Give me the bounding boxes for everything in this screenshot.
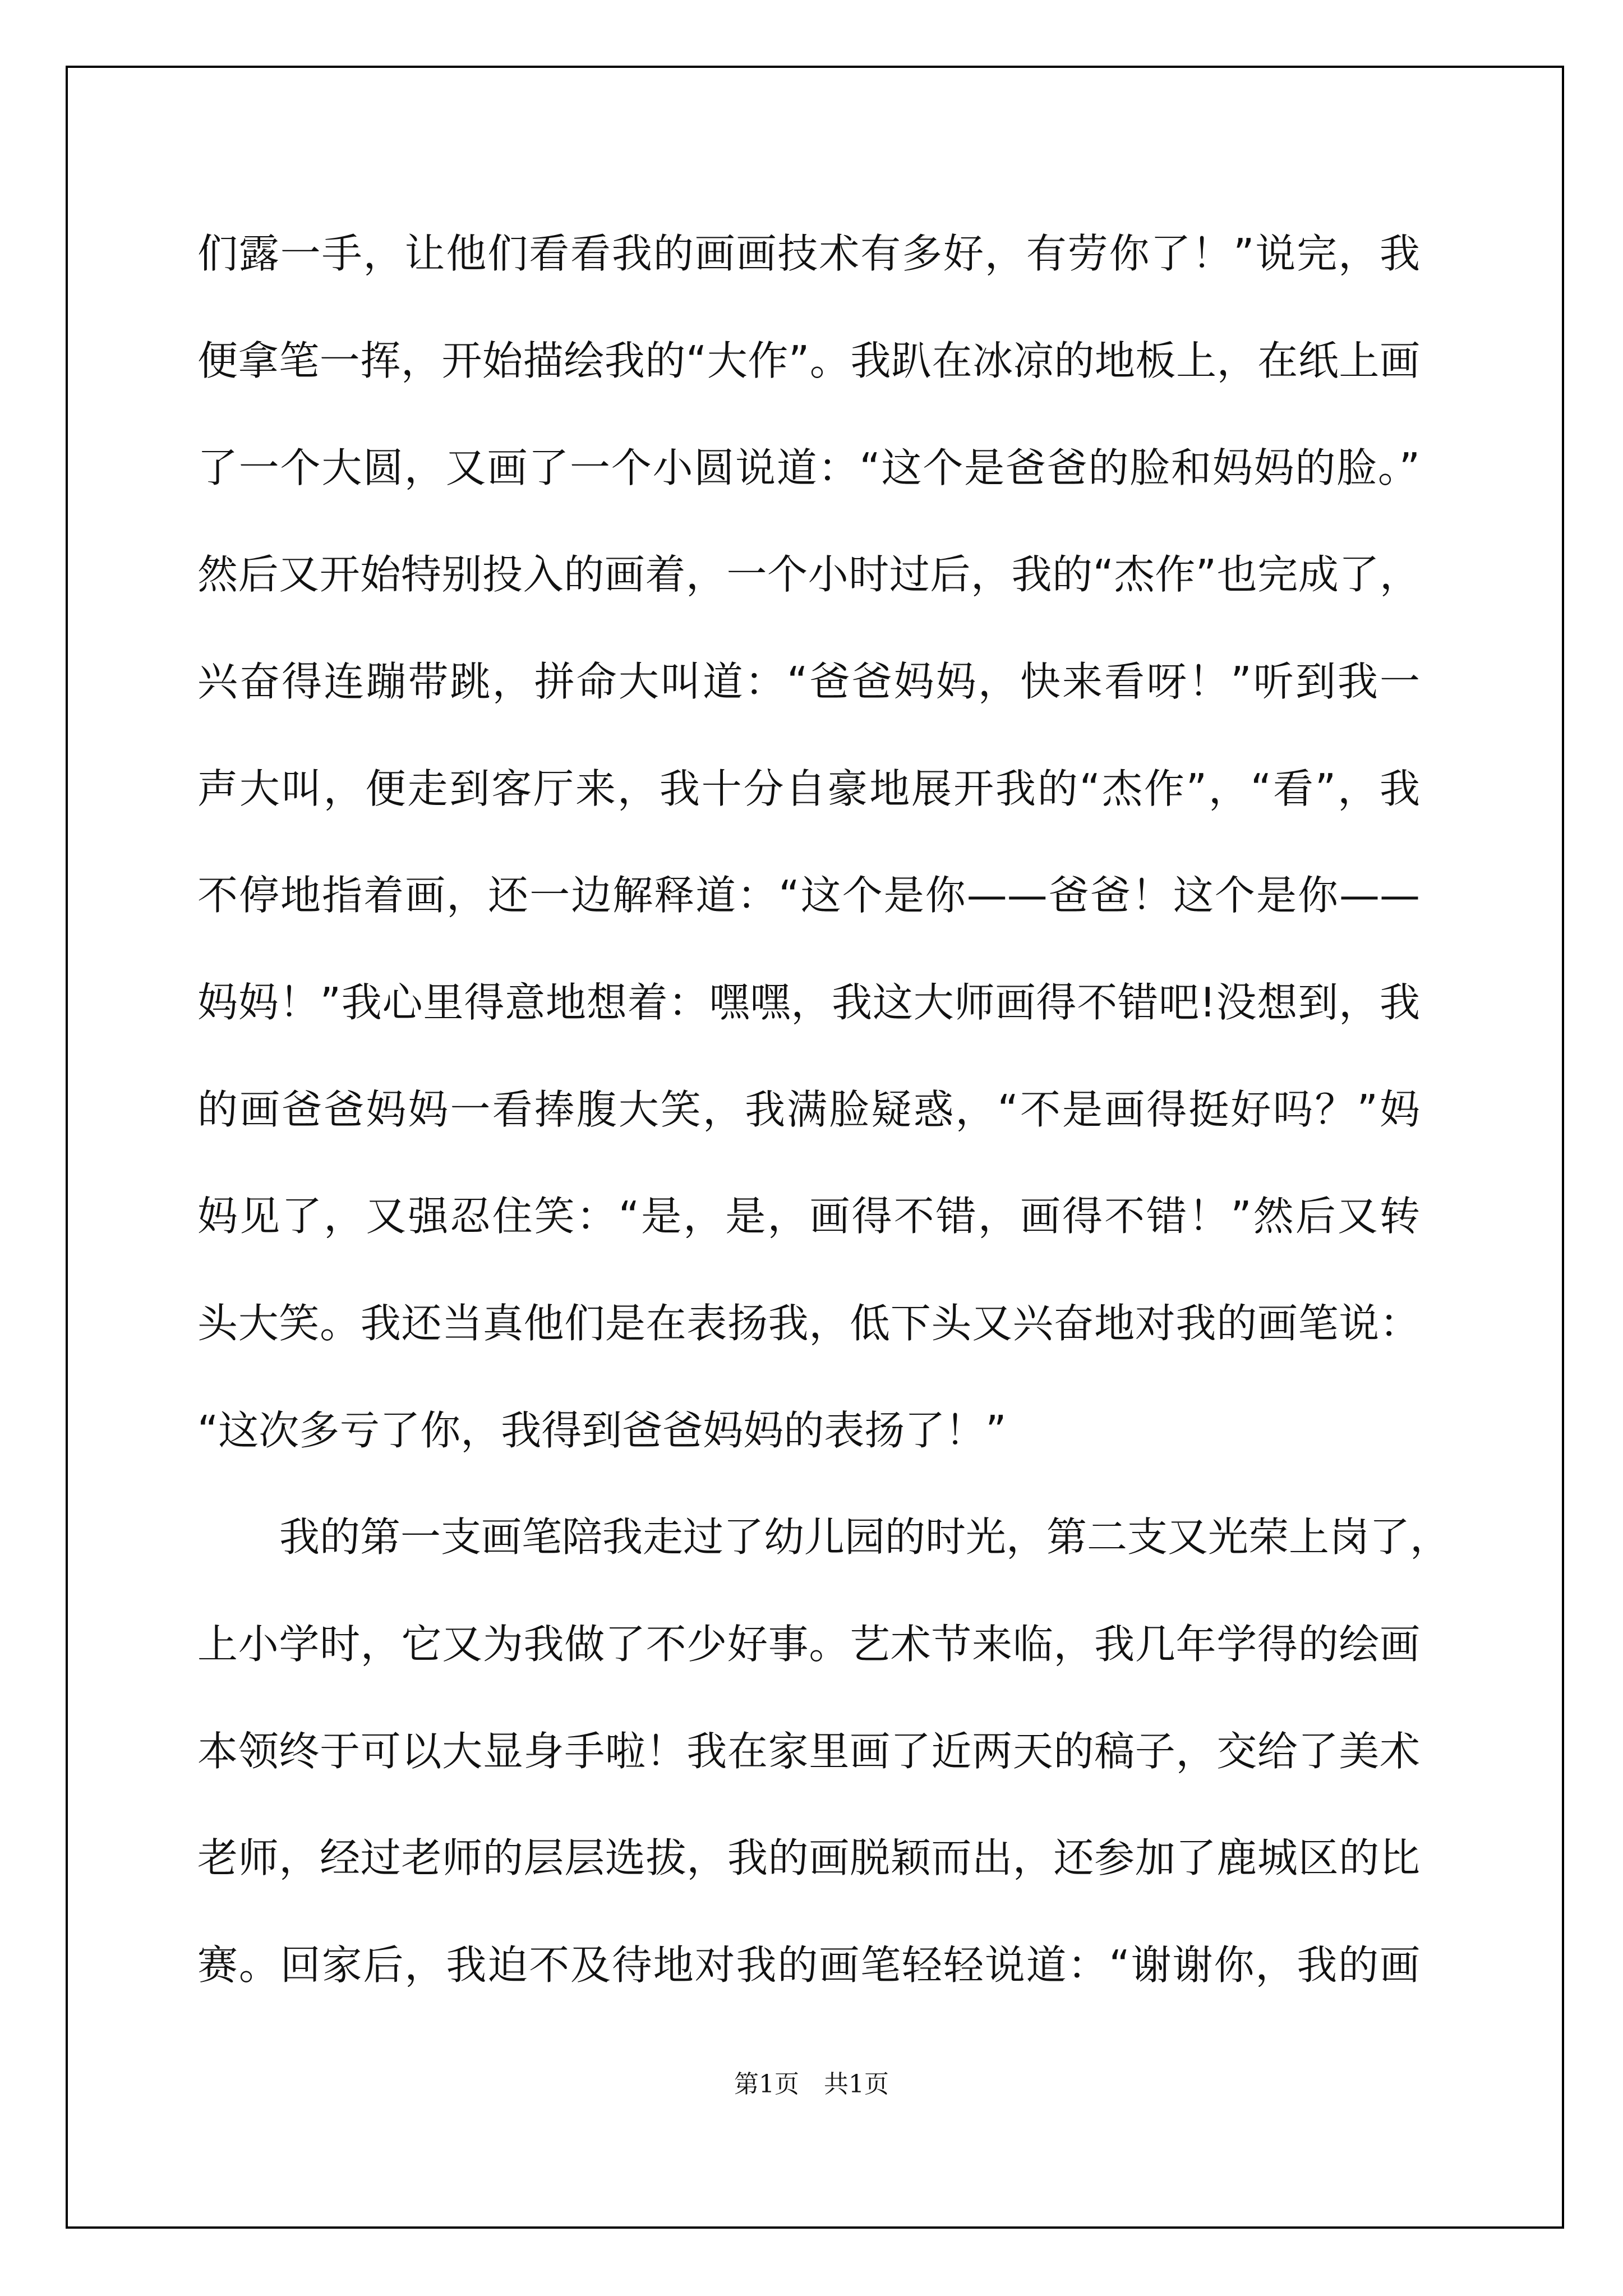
page-border — [66, 66, 1564, 2229]
text-line: 妈见了，又强忍住笑：“是，是，画得不错，画得不错！”然后又转 — [197, 1193, 1420, 1240]
text-line: 的画爸爸妈妈一看捧腹大笑，我满脸疑惑，“不是画得挺好吗？”妈 — [197, 1086, 1420, 1133]
text-line: 老师，经过老师的层层选拔，我的画脱颖而出，还参加了鹿城区的比 — [197, 1834, 1420, 1881]
text-line: 声大叫，便走到客厅来，我十分自豪地展开我的“杰作”，“看”，我 — [197, 765, 1420, 812]
text-line: 妈妈！”我心里得意地想着：嘿嘿，我这大师画得不错吧!没想到，我 — [197, 979, 1420, 1026]
text-line: 上小学时，它又为我做了不少好事。艺术节来临，我几年学得的绘画 — [197, 1621, 1420, 1668]
text-line: 赛。回家后，我迫不及待地对我的画笔轻轻说道：“谢谢你，我的画 — [197, 1941, 1420, 1989]
text-line: 不停地指着画，还一边解释道：“这个是你——爸爸！这个是你—— — [197, 872, 1420, 919]
text-line: 便拿笔一挥，开始描绘我的“大作”。我趴在冰凉的地板上，在纸上画 — [197, 337, 1420, 384]
text-line: 兴奋得连蹦带跳，拼命大叫道：“爸爸妈妈，快来看呀！”听到我一 — [197, 658, 1420, 705]
text-line: 了一个大圆，又画了一个小圆说道：“这个是爸爸的脸和妈妈的脸。” — [197, 444, 1420, 491]
text-line: 们露一手，让他们看看我的画画技术有多好，有劳你了！”说完，我 — [197, 230, 1420, 277]
text-line: 本领终于可以大显身手啦！我在家里画了近两天的稿子，交给了美术 — [197, 1728, 1420, 1775]
text-line: “这次多亏了你，我得到爸爸妈妈的表扬了！” — [197, 1407, 1007, 1454]
text-line: 头大笑。我还当真他们是在表扬我，低下头又兴奋地对我的画笔说： — [197, 1300, 1420, 1347]
text-line: 然后又开始特别投入的画着，一个小时过后，我的“杰作”也完成了， — [197, 551, 1420, 598]
page-number-footer: 第1页 共1页 — [734, 2070, 889, 2099]
paragraph-first-line: 我的第一支画笔陪我走过了幼儿园的时光，第二支又光荣上岗了， — [279, 1513, 1451, 1561]
